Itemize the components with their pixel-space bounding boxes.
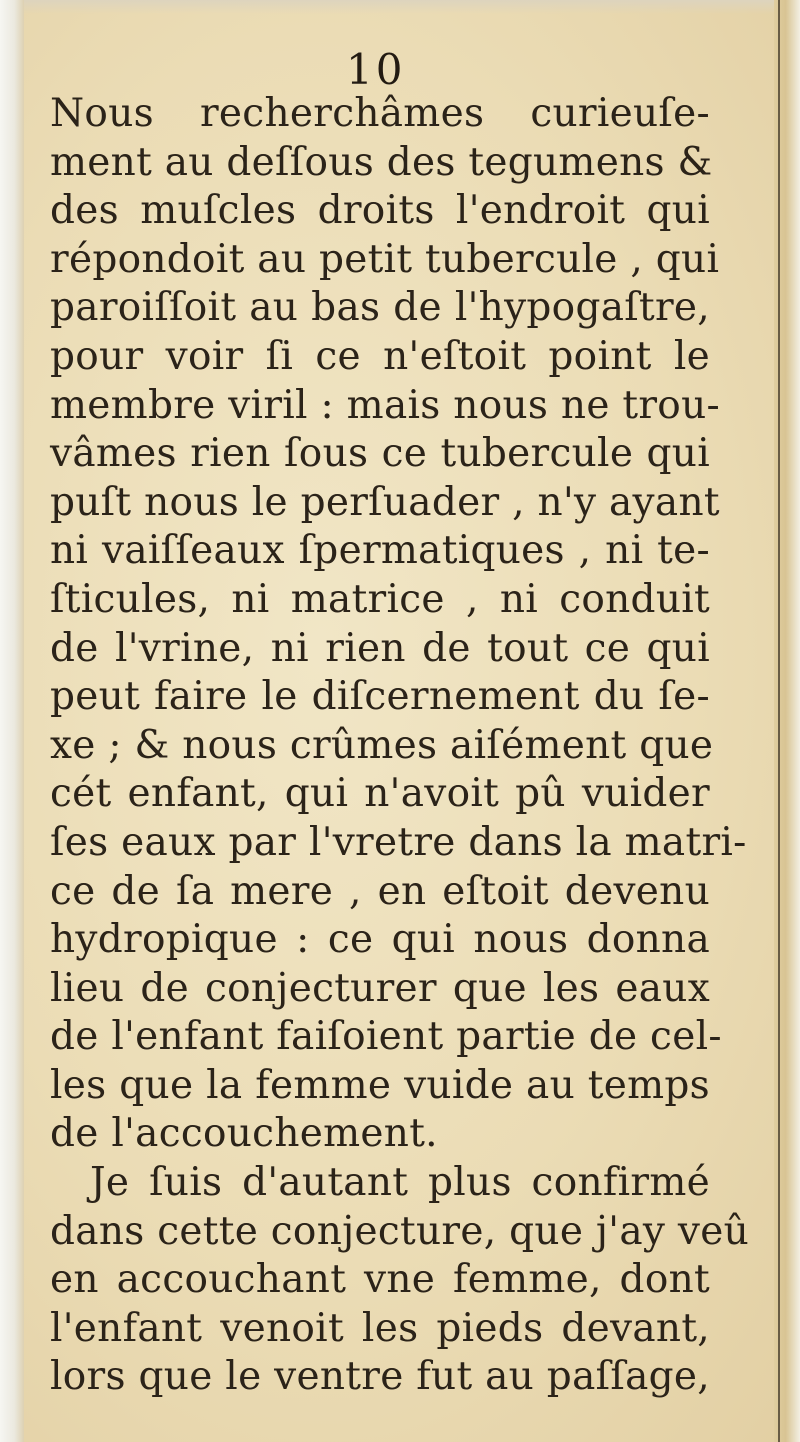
text-line: lieu de conjecturer que les eaux <box>50 965 710 1011</box>
text-line: de l'vrine, ni rien de tout ce qui <box>50 625 710 671</box>
text-line: en accouchant vne femme, dont <box>50 1257 710 1303</box>
text-line: ſticules, ni matrice , ni conduit <box>50 576 710 622</box>
text-line: pour voir ſi ce n'eſtoit point le <box>50 333 710 379</box>
text-line: peut faire le diſcernement du ſe- <box>50 674 710 720</box>
text-line: dans cette conjecture, que j'ay veû <box>50 1208 750 1254</box>
text-line: cét enfant, qui n'avoit pû vuider <box>50 771 710 817</box>
paragraph-start-line: Je ſuis d'autant plus confirmé <box>90 1160 710 1206</box>
paragraph-end-line: de l'accouchement. <box>50 1111 438 1157</box>
text-line: ce de ſa mere , en eſtoit devenu <box>50 868 710 914</box>
text-line: Nous recherchâmes curieuſe- <box>50 91 710 136</box>
text-line: xe ; & nous crûmes aiſément que <box>50 722 714 768</box>
text-line: puſt nous le perſuader , n'y ayant <box>50 479 720 525</box>
text-line: ſes eaux par l'vretre dans la matri- <box>50 819 747 865</box>
binding-edge-line <box>778 0 780 1442</box>
text-line: lors que le ventre fut au paſſage, <box>50 1354 710 1400</box>
page-number: 10 <box>346 45 406 94</box>
page-left-margin <box>0 0 24 1442</box>
text-line: ni vaiſſeaux ſpermatiques , ni te- <box>50 528 710 574</box>
page-top-shadow <box>0 0 800 14</box>
text-line: hydropique : ce qui nous donna <box>50 917 710 963</box>
text-line: membre viril : mais nous ne trou- <box>50 382 720 428</box>
text-line: l'enfant venoit les pieds devant, <box>50 1305 710 1351</box>
text-line: vâmes rien ſous ce tubercule qui <box>50 431 710 477</box>
text-line: les que la femme vuide au temps <box>50 1062 710 1108</box>
text-line: de l'enfant faiſoient partie de cel- <box>50 1014 722 1060</box>
text-line: des muſcles droits l'endroit qui <box>50 188 710 234</box>
body-text <box>50 90 750 1402</box>
text-line: répondoit au petit tubercule , qui <box>50 236 720 282</box>
text-line: paroiſſoit au bas de l'hypogaſtre, <box>50 285 710 331</box>
text-line: ment au deſſous des tegumens & <box>50 139 713 185</box>
